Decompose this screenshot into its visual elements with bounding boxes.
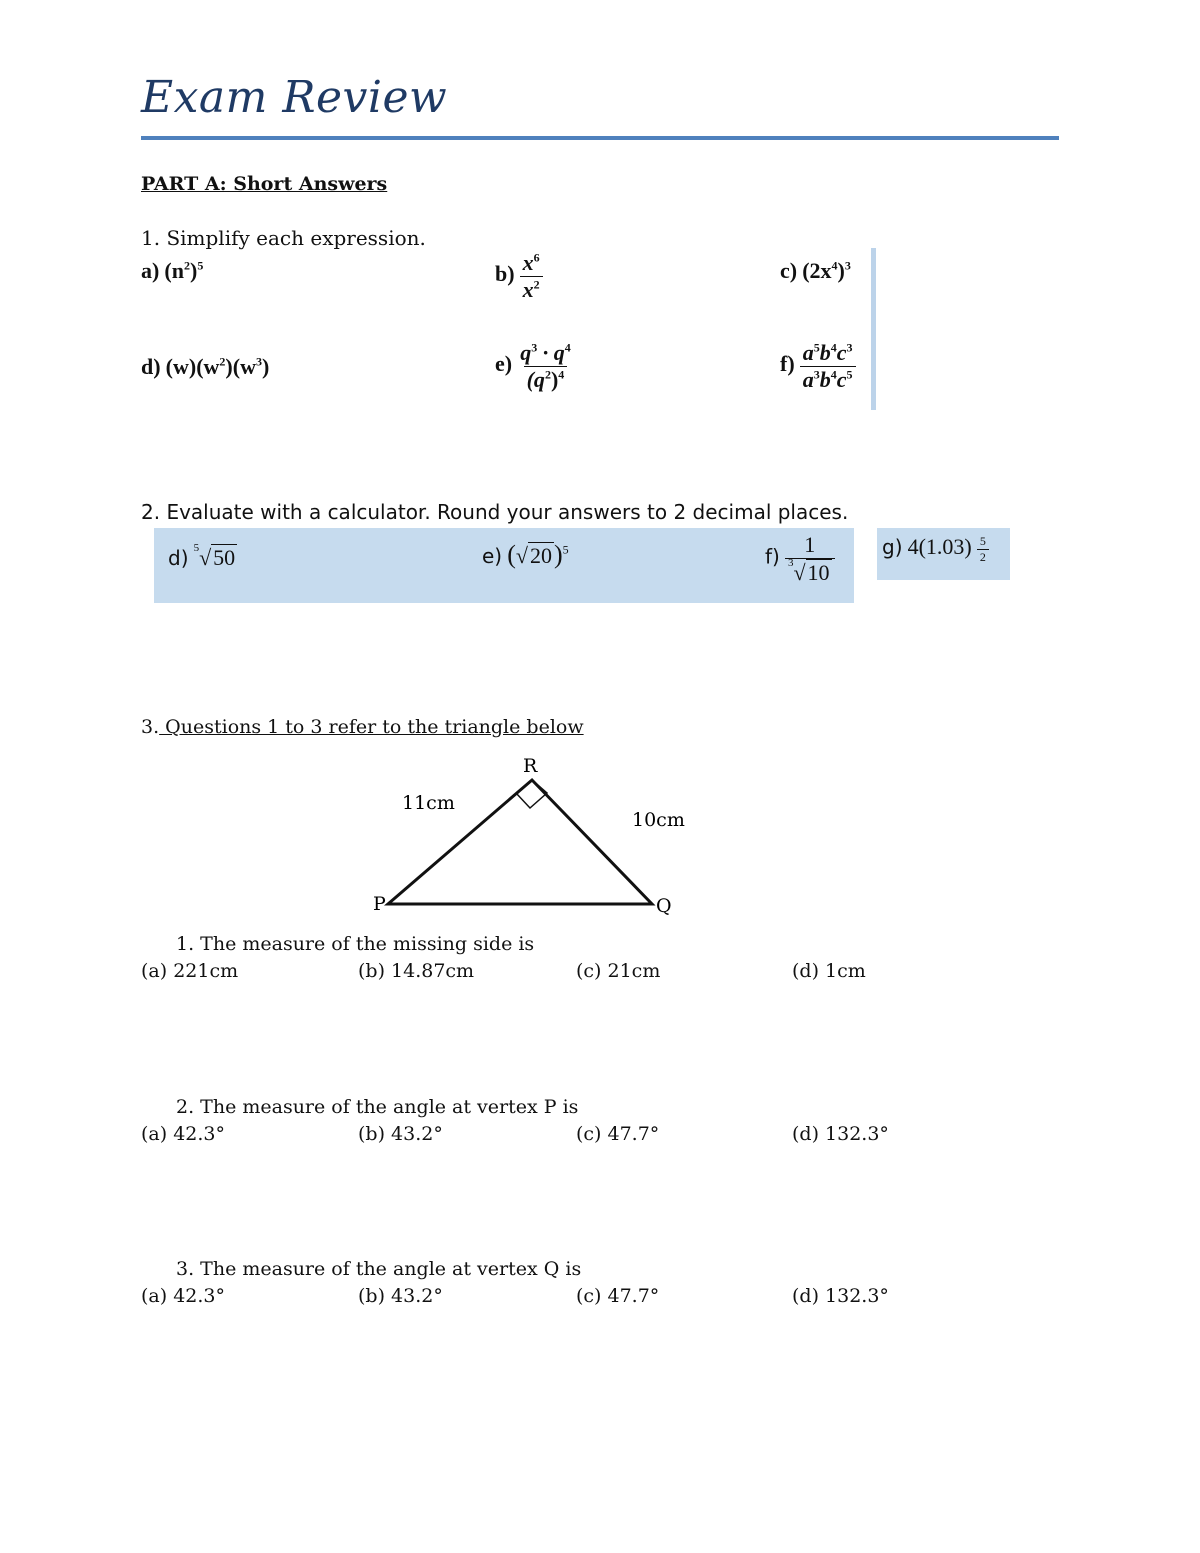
q1-prompt: 1. Simplify each expression. [141,226,426,250]
mc2-option-c: (c) 47.7° [576,1123,660,1145]
vertex-r-label: R [523,755,538,777]
q2-item-e: e) $(√20)^5$ [482,540,569,569]
title-rule [141,136,1059,140]
mc1-option-d: (d) 1cm [792,960,866,982]
mc3-stem: 3. The measure of the angle at vertex Q is [176,1258,582,1280]
mc3-option-b: (b) 43.2° [358,1285,443,1307]
vertex-q-label: Q [656,895,672,917]
mc1-stem: 1. The measure of the missing side is [176,933,535,955]
mc3-option-a: (a) 42.3° [141,1285,225,1307]
q3-intro: 3. Questions 1 to 3 refer to the triangle below [141,716,584,738]
q2-item-g: g) 4(1.03) $\frac{5}{2}$ [882,534,989,565]
mc2-option-d: (d) 132.3° [792,1123,889,1145]
mc2-option-a: (a) 42.3° [141,1123,225,1145]
q1-item-f: f) $\frac{a^5b^4c^3}{a^3b^4c^5}$ [780,340,856,393]
mc1-option-a: (a) 221cm [141,960,239,982]
part-a-heading: PART A: Short Answers [141,173,388,195]
q1-item-a: a) $(n^2)^5$ [141,258,204,283]
q2-item-d: d) $^5$√50 [168,542,236,570]
mc2-option-b: (b) 43.2° [358,1123,443,1145]
page-title: Exam Review [141,72,448,123]
mc3-option-d: (d) 132.3° [792,1285,889,1307]
q2-item-f: f) $\frac{1}{^3√10}$ [765,532,835,586]
mc3-option-c: (c) 47.7° [576,1285,660,1307]
vertex-p-label: P [373,893,386,915]
q1-item-b: b) $\frac{x^6}{x^2}$ [495,250,543,303]
highlight-bar [871,248,876,410]
right-angle-marker [516,780,547,808]
mc1-option-c: (c) 21cm [576,960,661,982]
q1-item-d: d) $(w)(w^2)(w^3)$ [141,354,270,379]
side-rq-label: 10cm [632,809,685,831]
mc2-stem: 2. The measure of the angle at vertex P is [176,1096,579,1118]
q2-prompt: 2. Evaluate with a calculator. Round your answers to 2 decimal places. [141,500,849,524]
q1-item-c: c) $(2x^4)^3$ [780,258,851,283]
q1-item-e: e) $\frac{q^3 \cdot q^4}{(q^2)^4}$ [495,340,571,392]
mc1-option-b: (b) 14.87cm [358,960,475,982]
side-pr-label: 11cm [402,792,455,814]
triangle-diagram [360,750,720,925]
